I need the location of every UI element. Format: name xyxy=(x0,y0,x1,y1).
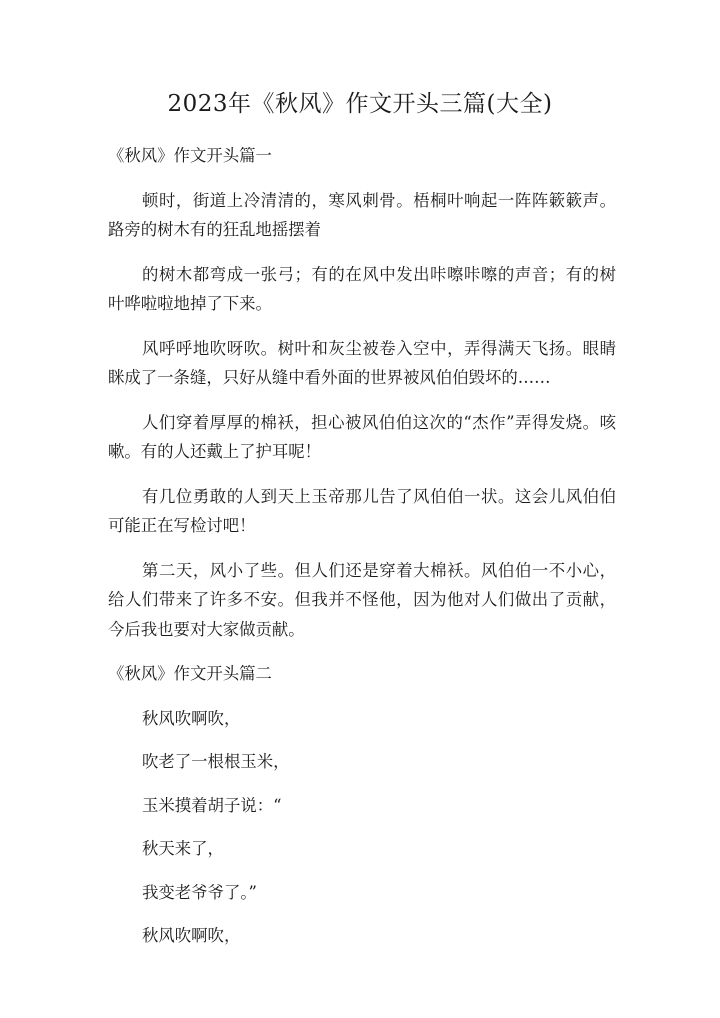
paragraph: 顿时，街道上冷清清的，寒风刺骨。梧桐叶响起一阵阵簌簌声。路旁的树木有的狂乱地摇摆着 xyxy=(108,190,616,239)
paragraph: 有几位勇敢的人到天上玉帝那儿告了风伯伯一状。这会儿风伯伯可能正在写检讨吧！ xyxy=(108,486,616,535)
poem-line: 玉米摸着胡子说：“ xyxy=(142,795,282,815)
document-title: 2023年《秋风》作文开头三篇(大全) xyxy=(167,91,553,117)
poem-line: 秋风吹啊吹， xyxy=(142,926,241,945)
document-body xyxy=(108,141,616,965)
section-heading-1: 《秋风》作文开头篇一 xyxy=(108,146,272,165)
paragraph: 第二天，风小了些。但人们还是穿着大棉袄。风伯伯一不小心，给人们带来了许多不安。但我并不怪他，因为他对人们做出了贡献，今后我也要对大家做贡献。 xyxy=(108,560,616,639)
section-heading-2: 《秋风》作文开头篇二 xyxy=(108,664,272,683)
poem-line: 我变老爷爷了。” xyxy=(142,882,257,902)
poem-line: 秋风吹啊吹， xyxy=(142,708,241,728)
paragraph: 人们穿着厚厚的棉袄，担心被风伯伯这次的“杰作”弄得发烧。咳嗽。有的人还戴上了护耳呢！ xyxy=(108,412,616,461)
paragraph: 的树木都弯成一张弓；有的在风中发出咔嚓咔嚓的声音；有的树叶哗啦啦地掉了下来。 xyxy=(108,264,616,313)
paragraph: 风呼呼地吹呀吹。树叶和灰尘被卷入空中，弄得满天飞扬。眼睛眯成了一条缝，只好从缝中看外面的世界被风伯伯毁坏的…… xyxy=(108,338,616,387)
poem-line: 秋天来了， xyxy=(142,839,224,858)
poem-line: 吹老了一根根玉米， xyxy=(142,752,290,771)
